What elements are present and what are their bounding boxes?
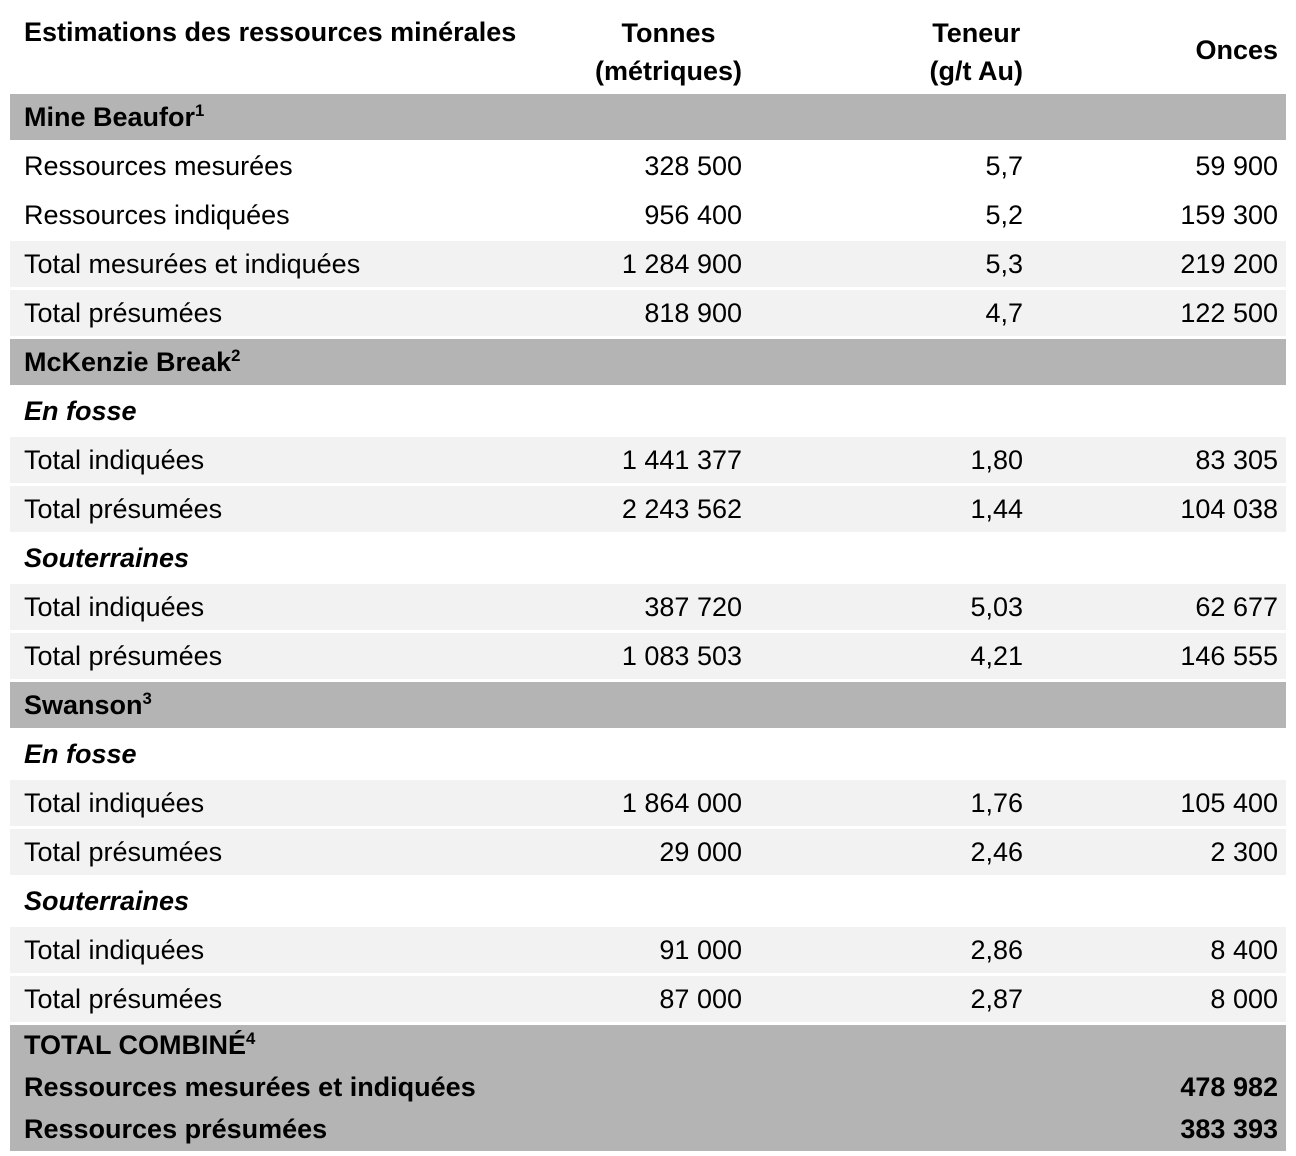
- row-label: Total indiquées: [24, 445, 205, 475]
- tonnes-value: 387 720: [644, 592, 742, 622]
- spacer-cell: [575, 535, 750, 581]
- tonnes-value: [575, 1067, 750, 1109]
- column-header-teneur: [750, 6, 1031, 94]
- teneur-value: 5,3: [985, 249, 1023, 279]
- data-row: [10, 633, 1286, 682]
- teneur-value: 1,44: [970, 494, 1023, 524]
- spacer-cell: [1031, 535, 1286, 581]
- onces-value: 159 300: [1180, 200, 1278, 230]
- row-label: Total indiquées: [24, 788, 205, 818]
- row-label: Mine Beaufor$^1$: [24, 101, 205, 132]
- footnote-reference: 3: [142, 689, 152, 708]
- subsection-row: [10, 535, 1286, 584]
- column-header-tonnes-line1: Tonnes: [621, 18, 716, 48]
- subsection-row: [10, 878, 1286, 927]
- spacer-cell: [750, 682, 1031, 728]
- data-row: [10, 143, 1286, 192]
- tonnes-value: 29 000: [659, 837, 742, 867]
- spacer-cell: [750, 339, 1031, 385]
- spacer-cell: [1031, 339, 1286, 385]
- row-label: Total présumées: [24, 984, 223, 1014]
- footnote-reference: 2: [231, 346, 241, 365]
- teneur-value: 2,46: [970, 837, 1023, 867]
- section-row: [10, 682, 1286, 731]
- row-label: Ressources présumées: [24, 1114, 328, 1144]
- tonnes-value: 956 400: [644, 200, 742, 230]
- footnote-reference: 4: [246, 1029, 256, 1048]
- row-label: Ressources mesurées: [24, 151, 293, 181]
- onces-value: 8 400: [1210, 935, 1278, 965]
- row-label: Total présumées: [24, 494, 223, 524]
- onces-value: 62 677: [1195, 592, 1278, 622]
- table-header-row: [10, 6, 1286, 94]
- column-header-teneur-stack: [930, 14, 1023, 90]
- spacer-cell: [750, 388, 1031, 434]
- spacer-cell: [750, 535, 1031, 581]
- onces-value: 2 300: [1210, 837, 1278, 867]
- column-header-tonnes-stack: [595, 14, 742, 90]
- row-label: Ressources indiquées: [24, 200, 290, 230]
- onces-value: 8 000: [1210, 984, 1278, 1014]
- spacer-cell: [575, 339, 750, 385]
- spacer-cell: [750, 731, 1031, 777]
- onces-value: 383 393: [1180, 1114, 1278, 1144]
- tonnes-value: 87 000: [659, 984, 742, 1014]
- column-header-teneur-line1: Teneur: [932, 18, 1021, 48]
- tonnes-value: [575, 1109, 750, 1151]
- spacer-cell: [750, 94, 1031, 140]
- row-label: Total présumées: [24, 641, 223, 671]
- teneur-value: [750, 1067, 1031, 1109]
- teneur-value: 5,2: [985, 200, 1023, 230]
- spacer-cell: [1031, 94, 1286, 140]
- subsection-row: [10, 731, 1286, 780]
- total-data-row: [10, 1067, 1286, 1109]
- tonnes-value: 1 284 900: [621, 249, 742, 279]
- spacer-cell: [575, 1025, 750, 1067]
- teneur-value: 5,03: [970, 592, 1023, 622]
- spacer-cell: [575, 731, 750, 777]
- total-header-row: [10, 1025, 1286, 1067]
- teneur-value: 4,7: [985, 298, 1023, 328]
- data-row: [10, 829, 1286, 878]
- spacer-cell: [1031, 682, 1286, 728]
- teneur-value: 4,21: [970, 641, 1023, 671]
- total-data-row: [10, 1109, 1286, 1151]
- onces-value: 104 038: [1180, 494, 1278, 524]
- row-label: TOTAL COMBINÉ$^4$: [24, 1029, 256, 1060]
- tonnes-value: 328 500: [644, 151, 742, 181]
- onces-value: 146 555: [1180, 641, 1278, 671]
- onces-value: 219 200: [1180, 249, 1278, 279]
- spacer-cell: [575, 388, 750, 434]
- data-row: [10, 927, 1286, 976]
- section-row: [10, 339, 1286, 388]
- row-label: Total présumées: [24, 298, 223, 328]
- data-row: [10, 437, 1286, 486]
- tonnes-value: 1 864 000: [621, 788, 742, 818]
- teneur-value: 1,76: [970, 788, 1023, 818]
- tonnes-value: 91 000: [659, 935, 742, 965]
- spacer-cell: [575, 682, 750, 728]
- spacer-cell: [1031, 878, 1286, 924]
- section-row: [10, 94, 1286, 143]
- data-row: [10, 241, 1286, 290]
- teneur-value: 1,80: [970, 445, 1023, 475]
- row-label: Swanson$^3$: [24, 689, 152, 720]
- spacer-cell: [575, 878, 750, 924]
- row-label: McKenzie Break$^2$: [24, 346, 241, 377]
- spacer-cell: [1031, 731, 1286, 777]
- footnote-reference: 1: [195, 101, 205, 120]
- row-label: Total indiquées: [24, 935, 205, 965]
- onces-value: 105 400: [1180, 788, 1278, 818]
- tonnes-value: 818 900: [644, 298, 742, 328]
- row-label: Total mesurées et indiquées: [24, 249, 361, 279]
- data-row: [10, 584, 1286, 633]
- spacer-cell: [1031, 388, 1286, 434]
- onces-value: 478 982: [1180, 1072, 1278, 1102]
- column-header-tonnes-line2: (métriques): [594, 56, 742, 86]
- column-header-onces-label: Onces: [1195, 34, 1278, 65]
- data-row: [10, 192, 1286, 241]
- subsection-row: [10, 388, 1286, 437]
- tonnes-value: 1 083 503: [621, 641, 742, 671]
- column-header-onces: [1031, 6, 1286, 94]
- table-body: [10, 94, 1286, 1151]
- onces-value: 122 500: [1180, 298, 1278, 328]
- row-label: Total présumées: [24, 837, 223, 867]
- spacer-cell: [1031, 1025, 1286, 1067]
- tonnes-value: 1 441 377: [621, 445, 742, 475]
- data-row: [10, 780, 1286, 829]
- teneur-value: 2,86: [970, 935, 1023, 965]
- spacer-cell: [575, 94, 750, 140]
- spacer-cell: [750, 1025, 1031, 1067]
- data-row: [10, 486, 1286, 535]
- tonnes-value: 2 243 562: [621, 494, 742, 524]
- column-header-tonnes: [575, 6, 750, 94]
- column-header-teneur-line2: (g/t Au): [929, 56, 1023, 86]
- onces-value: 59 900: [1195, 151, 1278, 181]
- table-title: Estimations des ressources minérales: [24, 17, 517, 47]
- data-row: [10, 290, 1286, 339]
- teneur-value: 5,7: [985, 151, 1023, 181]
- row-label: Total indiquées: [24, 592, 205, 622]
- row-label: Ressources mesurées et indiquées: [24, 1072, 476, 1102]
- onces-value: 83 305: [1195, 445, 1278, 475]
- teneur-value: 2,87: [970, 984, 1023, 1014]
- row-label: Souterraines: [24, 543, 190, 573]
- spacer-cell: [750, 878, 1031, 924]
- teneur-value: [750, 1109, 1031, 1151]
- data-row: [10, 976, 1286, 1025]
- row-label: En fosse: [24, 396, 137, 426]
- row-label: Souterraines: [24, 886, 190, 916]
- row-label: En fosse: [24, 739, 137, 769]
